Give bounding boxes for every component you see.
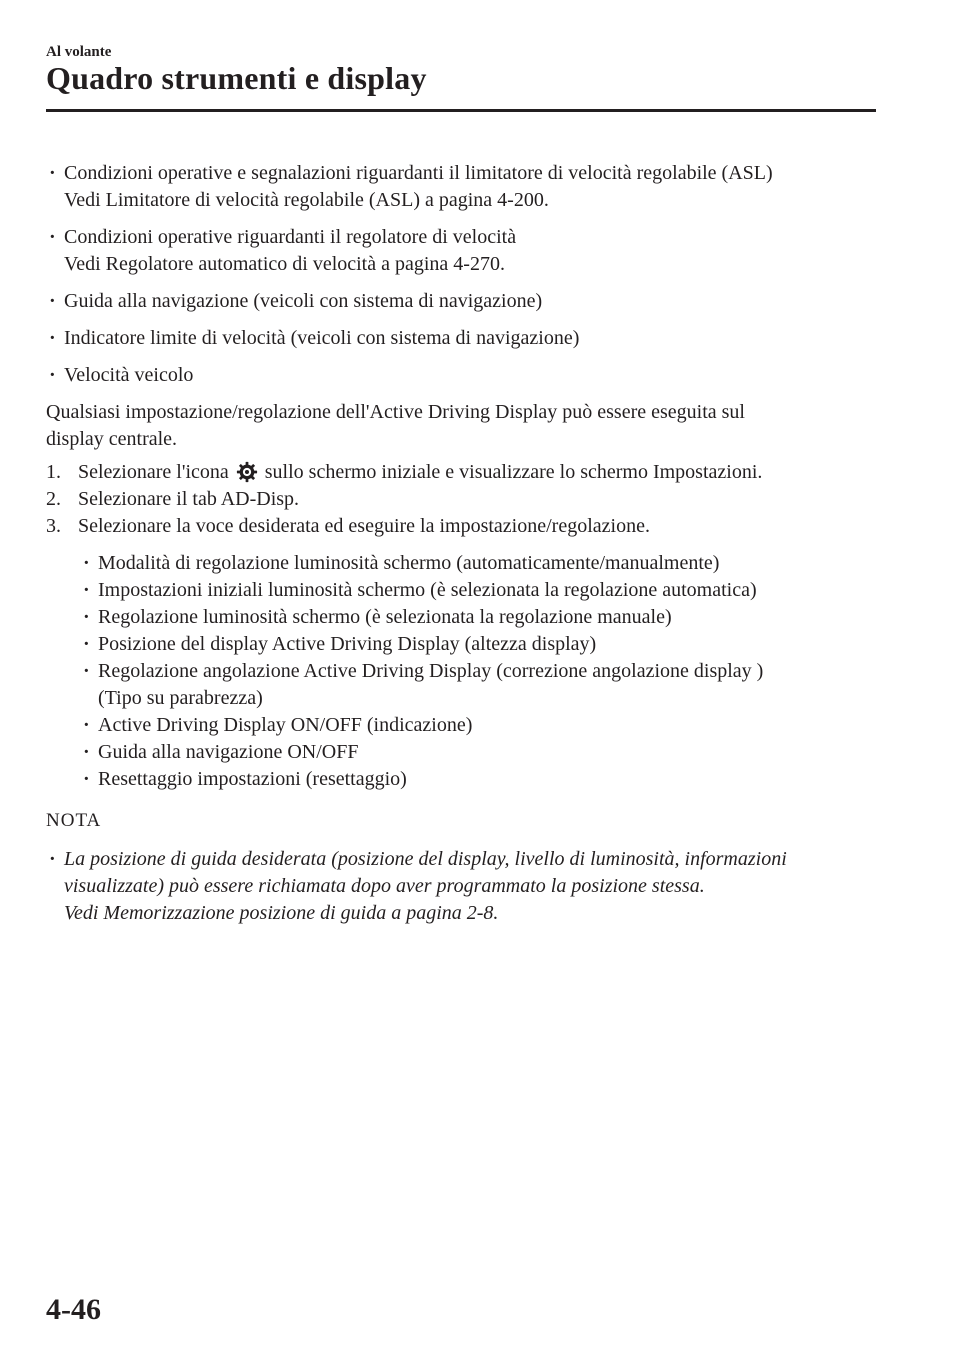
list-item-text: · Condizioni operative riguardanti il regolatore di velocità: [64, 226, 517, 248]
step-number: 3.: [46, 515, 61, 537]
step-text: Selezionare il tab AD-Disp.: [78, 488, 300, 510]
step-2: [46, 486, 886, 513]
page-reference-link[interactable]: Vedi Memorizzazione posizione di guida a pagina 2-8.: [64, 902, 499, 924]
step-1: [46, 459, 886, 486]
step-3: [46, 513, 886, 540]
settings-item-navigation-on-off: [80, 739, 886, 766]
step-text: sullo schermo iniziale e visualizzare lo schermo Impostazioni.: [264, 461, 763, 483]
intro-paragraph: [46, 399, 886, 453]
note-item: [46, 846, 886, 927]
list-item-text: · Indicatore limite di velocità (veicoli con sistema di navigazione): [64, 327, 580, 349]
settings-item-initial-brightness: [80, 577, 886, 604]
page-title: Quadro strumenti e display: [46, 60, 427, 96]
settings-item-brightness-adjustment: [80, 604, 886, 631]
note-text: visualizzate) può essere richiamata dopo aver programmato la posizione stessa.: [64, 875, 705, 897]
settings-item-display-position: [80, 631, 886, 658]
settings-item-reset: [80, 766, 886, 793]
settings-gear-icon: [236, 461, 258, 483]
list-item-text: · Active Driving Display ON/OFF (indicazione): [98, 714, 473, 736]
step-text: Selezionare la voce desiderata ed eseguire la impostazione/regolazione.: [78, 515, 650, 537]
note-heading: NOTA: [46, 810, 102, 831]
list-item-text: · Posizione del display Active Driving Display (altezza display): [98, 633, 597, 655]
list-item-text: · Velocità veicolo: [64, 364, 194, 386]
list-item-text: · Guida alla navigazione ON/OFF: [98, 741, 359, 763]
list-item-text: · Resettaggio impostazioni (resettaggio): [98, 768, 407, 790]
settings-item-brightness-mode: [80, 550, 886, 577]
page-reference-link[interactable]: Vedi Regolatore automatico di velocità a pagina 4-270.: [64, 253, 505, 275]
section-label: Al volante: [46, 44, 112, 60]
list-item-text: · Regolazione luminosità schermo (è selezionata la regolazione manuale): [98, 606, 672, 628]
list-item-text: · Regolazione angolazione Active Driving Display (correzione angolazione display ): [98, 660, 764, 682]
step-number: 2.: [46, 488, 61, 510]
list-item-navigation-guidance: [46, 288, 886, 315]
list-item-cruise-control: [46, 224, 886, 278]
list-item-text: · Modalità di regolazione luminosità schermo (automaticamente/manualmente): [98, 552, 720, 574]
list-item-asl: [46, 160, 886, 214]
settings-item-angle-adjustment: [80, 658, 886, 712]
step-number: 1.: [46, 461, 61, 483]
list-item-text: · Guida alla navigazione (veicoli con sistema di navigazione): [64, 290, 543, 312]
settings-items-list: [80, 550, 886, 793]
intro-line: display centrale.: [46, 428, 178, 450]
note-text: · La posizione di guida desiderata (posizione del display, livello di luminosità, informazioni: [64, 848, 787, 870]
step-text: Selezionare l'icona: [78, 461, 229, 483]
list-item-text: · Condizioni operative e segnalazioni riguardanti il limitatore di velocità regolabile (ASL): [64, 162, 773, 184]
list-item-text: · Impostazioni iniziali luminosità schermo (è selezionata la regolazione automatica): [98, 579, 757, 601]
list-item-vehicle-speed: [46, 362, 886, 389]
list-item-text: (Tipo su parabrezza): [98, 687, 263, 709]
steps-list: [46, 459, 886, 540]
settings-item-display-on-off: [80, 712, 886, 739]
intro-line: Qualsiasi impostazione/regolazione dell'Active Driving Display può essere eseguita sul: [46, 401, 745, 423]
title-rule: [46, 109, 876, 112]
page-number: 4-46: [46, 1293, 101, 1326]
main-content: [46, 160, 886, 927]
list-item-speed-limit-indicator: [46, 325, 886, 352]
page-reference-link[interactable]: Vedi Limitatore di velocità regolabile (ASL) a pagina 4-200.: [64, 189, 549, 211]
